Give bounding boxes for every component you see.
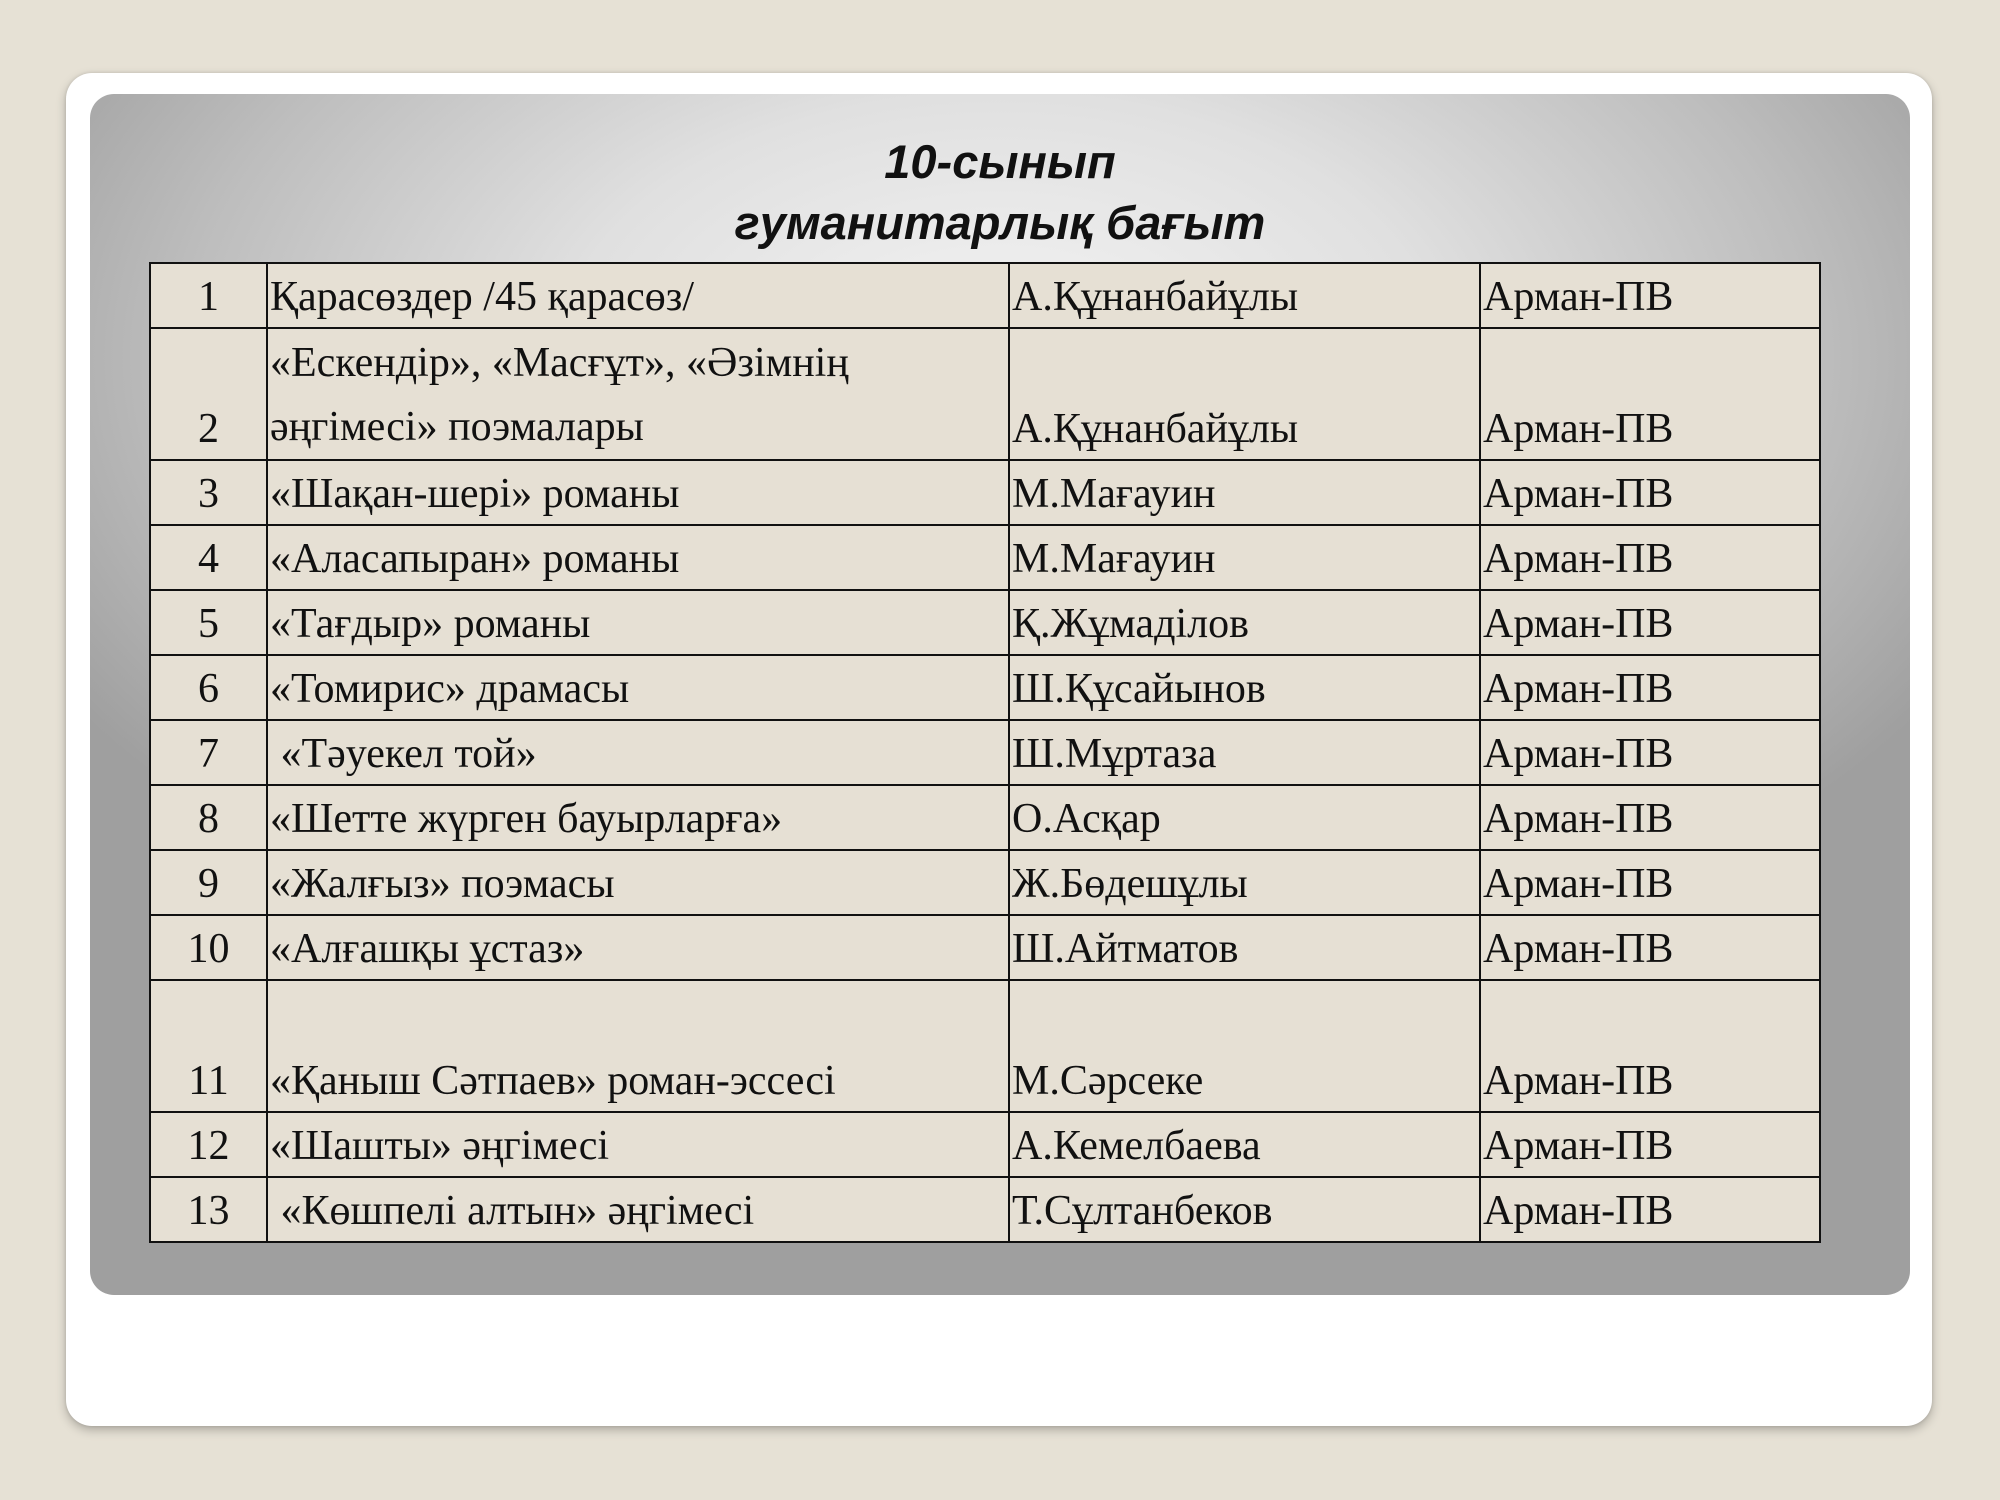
book-author: Ж.Бөдешұлы	[1009, 850, 1480, 915]
book-title: «Томирис» драмасы	[267, 655, 1009, 720]
book-title: «Шақан-шері» романы	[267, 460, 1009, 525]
book-title: Қарасөздер /45 қарасөз/	[267, 263, 1009, 328]
row-number: 5	[150, 590, 267, 655]
book-author: О.Асқар	[1009, 785, 1480, 850]
book-author: А.Кемелбаева	[1009, 1112, 1480, 1177]
book-list-table	[149, 262, 1821, 1243]
table-row	[150, 915, 1820, 980]
table-row	[150, 980, 1820, 1112]
book-title: «Тағдыр» романы	[267, 590, 1009, 655]
book-publisher: Арман-ПВ	[1480, 1177, 1820, 1242]
book-author: Ш.Мұртаза	[1009, 720, 1480, 785]
row-number: 2	[150, 328, 267, 460]
book-publisher: Арман-ПВ	[1480, 850, 1820, 915]
row-number: 13	[150, 1177, 267, 1242]
slide-title-line-1: 10-сынып	[884, 135, 1116, 188]
book-author: М.Мағауин	[1009, 460, 1480, 525]
book-publisher: Арман-ПВ	[1480, 980, 1820, 1112]
row-number: 12	[150, 1112, 267, 1177]
book-title: «Ескендір», «Масғұт», «Әзімнің әңгімесі» поэмалары	[267, 328, 1009, 460]
row-number: 8	[150, 785, 267, 850]
book-publisher: Арман-ПВ	[1480, 263, 1820, 328]
row-number: 11	[150, 980, 267, 1112]
table-row	[150, 1177, 1820, 1242]
book-author: Қ.Жұмаділов	[1009, 590, 1480, 655]
row-number: 7	[150, 720, 267, 785]
book-publisher: Арман-ПВ	[1480, 1112, 1820, 1177]
book-title: «Көшпелі алтын» әңгімесі	[267, 1177, 1009, 1242]
slide-title-line-2: гуманитарлық бағыт	[734, 196, 1266, 249]
book-publisher: Арман-ПВ	[1480, 915, 1820, 980]
book-publisher: Арман-ПВ	[1480, 720, 1820, 785]
book-title: «Алғашқы ұстаз»	[267, 915, 1009, 980]
row-number: 10	[150, 915, 267, 980]
book-title: «Аласапыран» романы	[267, 525, 1009, 590]
table-row	[150, 785, 1820, 850]
book-author: М.Мағауин	[1009, 525, 1480, 590]
table-row	[150, 850, 1820, 915]
book-publisher: Арман-ПВ	[1480, 590, 1820, 655]
book-title: «Шашты» әңгімесі	[267, 1112, 1009, 1177]
table-row	[150, 655, 1820, 720]
table-row	[150, 460, 1820, 525]
book-publisher: Арман-ПВ	[1480, 785, 1820, 850]
table-row	[150, 590, 1820, 655]
book-author: А.Құнанбайұлы	[1009, 263, 1480, 328]
row-number: 4	[150, 525, 267, 590]
book-author: Ш.Құсайынов	[1009, 655, 1480, 720]
table-row	[150, 328, 1820, 460]
book-title: «Жалғыз» поэмасы	[267, 850, 1009, 915]
book-publisher: Арман-ПВ	[1480, 525, 1820, 590]
book-author: М.Сәрсеке	[1009, 980, 1480, 1112]
row-number: 3	[150, 460, 267, 525]
book-title: «Қаныш Сәтпаев» роман-эссесі	[267, 980, 1009, 1112]
table-row	[150, 263, 1820, 328]
table-row	[150, 525, 1820, 590]
book-publisher: Арман-ПВ	[1480, 460, 1820, 525]
table-row	[150, 720, 1820, 785]
book-publisher: Арман-ПВ	[1480, 328, 1820, 460]
book-author: Т.Сұлтанбеков	[1009, 1177, 1480, 1242]
row-number: 9	[150, 850, 267, 915]
book-publisher: Арман-ПВ	[1480, 655, 1820, 720]
book-author: А.Құнанбайұлы	[1009, 328, 1480, 460]
book-title: «Тәуекел той»	[267, 720, 1009, 785]
row-number: 6	[150, 655, 267, 720]
book-author: Ш.Айтматов	[1009, 915, 1480, 980]
table-row	[150, 1112, 1820, 1177]
row-number: 1	[150, 263, 267, 328]
book-title: «Шетте жүрген бауырларға»	[267, 785, 1009, 850]
